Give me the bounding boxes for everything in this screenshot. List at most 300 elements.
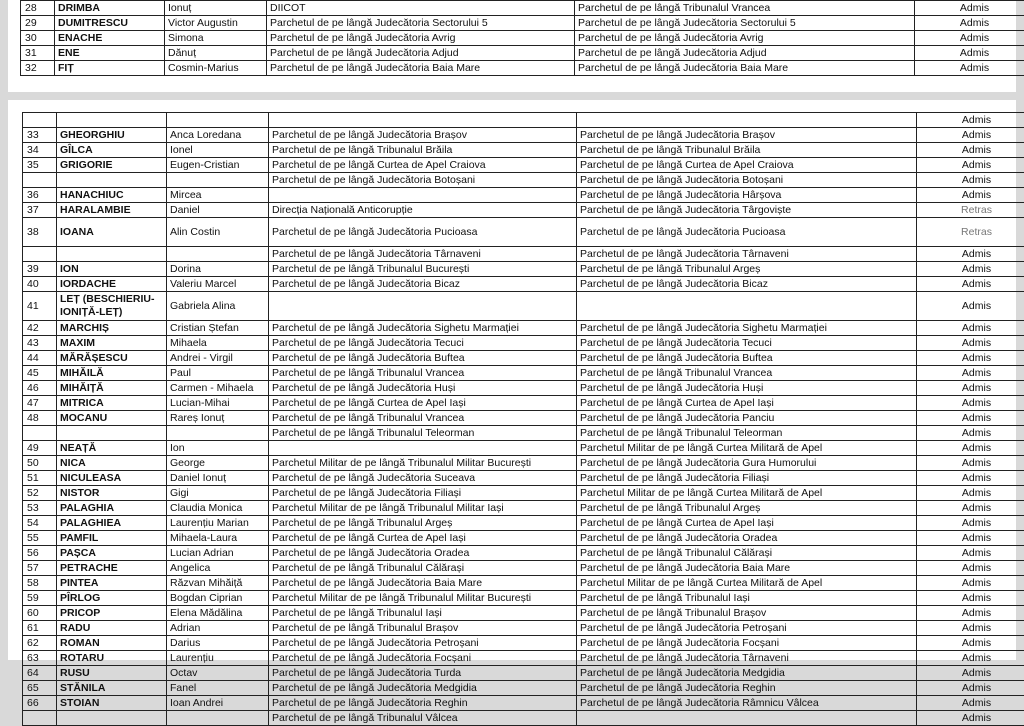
result-cell: Admis	[917, 561, 1024, 576]
row-number-cell: 52	[23, 486, 57, 501]
first-name-cell: Cristian Ștefan	[167, 321, 269, 336]
result-cell: Admis	[917, 411, 1024, 426]
row-number-cell: 35	[23, 158, 57, 173]
first-name-cell	[167, 173, 269, 188]
requested-unit-cell: Parchetul Militar de pe lângă Curtea Militară de Apel	[577, 441, 917, 456]
current-unit-cell: Parchetul de pe lângă Judecătoria Filiași	[269, 486, 577, 501]
requested-unit-cell: Parchetul de pe lângă Judecătoria Oradea	[577, 531, 917, 546]
result-cell: Admis	[917, 591, 1024, 606]
surname-cell: PINTEA	[57, 576, 167, 591]
result-cell: Retras	[917, 218, 1024, 247]
surname-cell: GÎLCA	[57, 143, 167, 158]
first-name-cell: Rareș Ionuț	[167, 411, 269, 426]
current-unit-cell: Parchetul de pe lângă Tribunalul Brașov	[269, 621, 577, 636]
table-row	[23, 128, 1024, 143]
requested-unit-cell: Parchetul de pe lângă Judecătoria Baia Mare	[575, 61, 915, 76]
row-number-cell: 51	[23, 471, 57, 486]
first-name-cell: Darius	[167, 636, 269, 651]
table-row	[21, 31, 1024, 46]
table-row	[23, 546, 1024, 561]
first-name-cell: Mircea	[167, 188, 269, 203]
row-number-cell: 34	[23, 143, 57, 158]
table-row	[23, 621, 1024, 636]
table-row	[23, 501, 1024, 516]
surname-cell: PRICOP	[57, 606, 167, 621]
current-unit-cell: Parchetul de pe lângă Tribunalul Vrancea	[269, 366, 577, 381]
first-name-cell: Cosmin-Marius	[165, 61, 267, 76]
first-name-cell: Laurențiu	[167, 651, 269, 666]
result-cell: Admis	[917, 247, 1024, 262]
table-row	[23, 441, 1024, 456]
first-name-cell: Ioan Andrei	[167, 696, 269, 711]
table-row	[23, 681, 1024, 696]
result-cell: Admis	[917, 651, 1024, 666]
current-unit-cell: Parchetul de pe lângă Tribunalul București	[269, 262, 577, 277]
first-name-cell	[167, 711, 269, 726]
current-unit-cell: Parchetul de pe lângă Judecătoria Suceava	[269, 471, 577, 486]
current-unit-cell: Parchetul de pe lângă Judecătoria Pucioasa	[269, 218, 577, 247]
row-number-cell: 48	[23, 411, 57, 426]
current-unit-cell	[269, 113, 577, 128]
first-name-cell: Victor Augustin	[165, 16, 267, 31]
requested-unit-cell: Parchetul de pe lângă Judecătoria Filiași	[577, 471, 917, 486]
table-row	[23, 321, 1024, 336]
result-cell: Admis	[917, 516, 1024, 531]
surname-cell: RADU	[57, 621, 167, 636]
requested-unit-cell	[577, 292, 917, 321]
current-unit-cell: Parchetul de pe lângă Judecătoria Buftea	[269, 351, 577, 366]
current-unit-cell: Parchetul de pe lângă Curtea de Apel Iași	[269, 531, 577, 546]
row-number-cell: 29	[21, 16, 55, 31]
surname-cell	[57, 173, 167, 188]
current-unit-cell: Direcția Națională Anticorupție	[269, 203, 577, 218]
requested-unit-cell: Parchetul de pe lângă Curtea de Apel Craiova	[577, 158, 917, 173]
requested-unit-cell: Parchetul de pe lângă Judecătoria Târnaveni	[577, 247, 917, 262]
row-number-cell: 30	[21, 31, 55, 46]
current-unit-cell: Parchetul Militar de pe lângă Tribunalul Militar București	[269, 456, 577, 471]
result-cell: Admis	[917, 381, 1024, 396]
current-unit-cell: Parchetul de pe lângă Judecătoria Adjud	[267, 46, 575, 61]
row-number-cell: 54	[23, 516, 57, 531]
first-name-cell: Fanel	[167, 681, 269, 696]
surname-cell: MĂRĂȘESCU	[57, 351, 167, 366]
first-name-cell: Octav	[167, 666, 269, 681]
first-name-cell: Ionel	[167, 143, 269, 158]
row-number-cell: 40	[23, 277, 57, 292]
result-cell: Admis	[915, 61, 1024, 76]
requested-unit-cell: Parchetul de pe lângă Judecătoria Avrig	[575, 31, 915, 46]
surname-cell: DUMITRESCU	[55, 16, 165, 31]
current-unit-cell: Parchetul de pe lângă Judecătoria Sectorului 5	[267, 16, 575, 31]
row-number-cell: 47	[23, 396, 57, 411]
table-row	[23, 158, 1024, 173]
surname-cell: IORDACHE	[57, 277, 167, 292]
surname-cell: ENE	[55, 46, 165, 61]
table-row	[23, 411, 1024, 426]
current-unit-cell	[269, 188, 577, 203]
row-number-cell	[23, 426, 57, 441]
surname-cell: STOIAN	[57, 696, 167, 711]
result-cell: Admis	[917, 396, 1024, 411]
surname-cell: PÎRLOG	[57, 591, 167, 606]
row-number-cell: 44	[23, 351, 57, 366]
surname-cell: NICA	[57, 456, 167, 471]
results-table-page-1	[20, 0, 1024, 76]
row-number-cell: 33	[23, 128, 57, 143]
row-number-cell: 61	[23, 621, 57, 636]
result-cell: Admis	[917, 636, 1024, 651]
surname-cell: HANACHIUC	[57, 188, 167, 203]
current-unit-cell: Parchetul de pe lângă Tribunalul Vrancea	[269, 411, 577, 426]
first-name-cell	[167, 247, 269, 262]
first-name-cell: Gigi	[167, 486, 269, 501]
surname-cell: ENACHE	[55, 31, 165, 46]
table-row	[23, 561, 1024, 576]
result-cell: Admis	[917, 188, 1024, 203]
requested-unit-cell: Parchetul Militar de pe lângă Curtea Militară de Apel	[577, 576, 917, 591]
row-number-cell: 41	[23, 292, 57, 321]
requested-unit-cell: Parchetul de pe lângă Judecătoria Baia Mare	[577, 561, 917, 576]
current-unit-cell: Parchetul de pe lângă Judecătoria Baia Mare	[269, 576, 577, 591]
row-number-cell: 66	[23, 696, 57, 711]
requested-unit-cell: Parchetul de pe lângă Curtea de Apel Iași	[577, 516, 917, 531]
surname-cell: RUSU	[57, 666, 167, 681]
requested-unit-cell: Parchetul de pe lângă Judecătoria Buftea	[577, 351, 917, 366]
result-cell: Admis	[917, 292, 1024, 321]
surname-cell	[57, 247, 167, 262]
surname-cell: NISTOR	[57, 486, 167, 501]
requested-unit-cell: Parchetul de pe lângă Tribunalul Iași	[577, 591, 917, 606]
row-number-cell: 53	[23, 501, 57, 516]
row-number-cell: 59	[23, 591, 57, 606]
surname-cell: LEȚ (BESCHIERIU-IONIȚĂ-LEȚ)	[57, 292, 167, 321]
current-unit-cell: Parchetul de pe lângă Tribunalul Iași	[269, 606, 577, 621]
table-row	[23, 591, 1024, 606]
requested-unit-cell: Parchetul de pe lângă Judecătoria Sectorului 5	[575, 16, 915, 31]
table-row	[23, 366, 1024, 381]
result-cell: Admis	[917, 696, 1024, 711]
table-row	[21, 1, 1024, 16]
first-name-cell: Mihaela-Laura	[167, 531, 269, 546]
table-row	[23, 516, 1024, 531]
first-name-cell: Adrian	[167, 621, 269, 636]
current-unit-cell: Parchetul de pe lângă Tribunalul Argeș	[269, 516, 577, 531]
requested-unit-cell: Parchetul de pe lângă Judecătoria Târgoviște	[577, 203, 917, 218]
table-row	[23, 576, 1024, 591]
requested-unit-cell: Parchetul de pe lângă Judecătoria Reghin	[577, 681, 917, 696]
first-name-cell: Mihaela	[167, 336, 269, 351]
current-unit-cell: Parchetul de pe lângă Judecătoria Baia Mare	[267, 61, 575, 76]
requested-unit-cell: Parchetul de pe lângă Judecătoria Tecuci	[577, 336, 917, 351]
results-table-page-2	[22, 112, 1024, 726]
table-row	[23, 471, 1024, 486]
row-number-cell: 31	[21, 46, 55, 61]
document-page-1	[8, 0, 1016, 92]
result-cell: Admis	[917, 262, 1024, 277]
result-cell: Admis	[917, 546, 1024, 561]
table-row	[23, 606, 1024, 621]
row-number-cell: 57	[23, 561, 57, 576]
result-cell: Admis	[917, 531, 1024, 546]
requested-unit-cell: Parchetul de pe lângă Judecătoria Panciu	[577, 411, 917, 426]
surname-cell: MIHĂILĂ	[57, 366, 167, 381]
table-row	[23, 218, 1024, 247]
table-row	[23, 456, 1024, 471]
surname-cell: MARCHIȘ	[57, 321, 167, 336]
first-name-cell: Alin Costin	[167, 218, 269, 247]
result-cell: Admis	[917, 501, 1024, 516]
result-cell: Admis	[917, 471, 1024, 486]
surname-cell: ROTARU	[57, 651, 167, 666]
current-unit-cell: Parchetul de pe lângă Judecătoria Avrig	[267, 31, 575, 46]
surname-cell	[57, 113, 167, 128]
first-name-cell: Simona	[165, 31, 267, 46]
requested-unit-cell: Parchetul de pe lângă Judecătoria Botoșani	[577, 173, 917, 188]
requested-unit-cell: Parchetul de pe lângă Judecătoria Focșani	[577, 636, 917, 651]
row-number-cell: 38	[23, 218, 57, 247]
current-unit-cell: Parchetul de pe lângă Judecătoria Botoșani	[269, 173, 577, 188]
first-name-cell: Elena Mădălina	[167, 606, 269, 621]
requested-unit-cell: Parchetul de pe lângă Judecătoria Bicaz	[577, 277, 917, 292]
table-row	[23, 143, 1024, 158]
surname-cell: FIȚ	[55, 61, 165, 76]
result-cell: Admis	[917, 366, 1024, 381]
result-cell: Admis	[915, 31, 1024, 46]
table-row	[23, 336, 1024, 351]
row-number-cell: 42	[23, 321, 57, 336]
row-number-cell: 36	[23, 188, 57, 203]
table-row	[23, 381, 1024, 396]
row-number-cell	[23, 711, 57, 726]
first-name-cell: Andrei - Virgil	[167, 351, 269, 366]
first-name-cell: Daniel	[167, 203, 269, 218]
requested-unit-cell: Parchetul de pe lângă Tribunalul Călărași	[577, 546, 917, 561]
result-cell: Retras	[917, 203, 1024, 218]
result-cell: Admis	[917, 456, 1024, 471]
requested-unit-cell: Parchetul de pe lângă Tribunalul Argeș	[577, 262, 917, 277]
result-cell: Admis	[917, 158, 1024, 173]
table-row	[23, 203, 1024, 218]
current-unit-cell: Parchetul de pe lângă Judecătoria Oradea	[269, 546, 577, 561]
requested-unit-cell: Parchetul de pe lângă Judecătoria Brașov	[577, 128, 917, 143]
table-row	[23, 696, 1024, 711]
row-number-cell: 37	[23, 203, 57, 218]
row-number-cell: 58	[23, 576, 57, 591]
first-name-cell: Paul	[167, 366, 269, 381]
first-name-cell: Ion	[167, 441, 269, 456]
current-unit-cell	[269, 292, 577, 321]
result-cell: Admis	[917, 606, 1024, 621]
first-name-cell	[167, 426, 269, 441]
current-unit-cell: Parchetul de pe lângă Judecătoria Sighetu Marmației	[269, 321, 577, 336]
row-number-cell: 32	[21, 61, 55, 76]
requested-unit-cell: Parchetul de pe lângă Judecătoria Hârșova	[577, 188, 917, 203]
requested-unit-cell: Parchetul de pe lângă Judecătoria Târnaveni	[577, 651, 917, 666]
requested-unit-cell: Parchetul de pe lângă Tribunalul Vrancea	[575, 1, 915, 16]
result-cell: Admis	[917, 576, 1024, 591]
table-row	[23, 247, 1024, 262]
table-row	[21, 46, 1024, 61]
surname-cell: GHEORGHIU	[57, 128, 167, 143]
result-cell: Admis	[917, 173, 1024, 188]
current-unit-cell: Parchetul de pe lângă Judecătoria Bicaz	[269, 277, 577, 292]
current-unit-cell	[269, 441, 577, 456]
surname-cell	[57, 711, 167, 726]
table-row	[23, 636, 1024, 651]
requested-unit-cell	[577, 113, 917, 128]
current-unit-cell: Parchetul de pe lângă Tribunalul Vâlcea	[269, 711, 577, 726]
surname-cell: NICULEASA	[57, 471, 167, 486]
first-name-cell: Gabriela Alina	[167, 292, 269, 321]
current-unit-cell: Parchetul de pe lângă Judecătoria Petroșani	[269, 636, 577, 651]
current-unit-cell: Parchetul de pe lângă Judecătoria Reghin	[269, 696, 577, 711]
table-row	[23, 277, 1024, 292]
first-name-cell: Valeriu Marcel	[167, 277, 269, 292]
row-number-cell: 55	[23, 531, 57, 546]
surname-cell: PALAGHIA	[57, 501, 167, 516]
result-cell: Admis	[917, 113, 1024, 128]
table-row	[23, 396, 1024, 411]
surname-cell: PETRACHE	[57, 561, 167, 576]
document-page-2	[8, 100, 1016, 660]
surname-cell: PALAGHIEA	[57, 516, 167, 531]
result-cell: Admis	[917, 681, 1024, 696]
requested-unit-cell: Parchetul de pe lângă Tribunalul Brăila	[577, 143, 917, 158]
result-cell: Admis	[917, 336, 1024, 351]
table-row	[23, 486, 1024, 501]
current-unit-cell: DIICOT	[267, 1, 575, 16]
row-number-cell: 43	[23, 336, 57, 351]
first-name-cell: George	[167, 456, 269, 471]
first-name-cell: Dorina	[167, 262, 269, 277]
requested-unit-cell: Parchetul de pe lângă Judecătoria Adjud	[575, 46, 915, 61]
first-name-cell: Dănuț	[165, 46, 267, 61]
surname-cell: MIHĂIȚĂ	[57, 381, 167, 396]
surname-cell: DRIMBA	[55, 1, 165, 16]
first-name-cell: Daniel Ionuț	[167, 471, 269, 486]
surname-cell: PAȘCA	[57, 546, 167, 561]
first-name-cell: Ionuț	[165, 1, 267, 16]
row-number-cell: 65	[23, 681, 57, 696]
current-unit-cell: Parchetul de pe lângă Judecătoria Brașov	[269, 128, 577, 143]
current-unit-cell: Parchetul de pe lângă Judecătoria Focșani	[269, 651, 577, 666]
table-row	[23, 188, 1024, 203]
row-number-cell: 45	[23, 366, 57, 381]
first-name-cell: Claudia Monica	[167, 501, 269, 516]
surname-cell: MOCANU	[57, 411, 167, 426]
surname-cell: IOANA	[57, 218, 167, 247]
result-cell: Admis	[917, 321, 1024, 336]
requested-unit-cell: Parchetul de pe lângă Tribunalul Vrancea	[577, 366, 917, 381]
row-number-cell: 50	[23, 456, 57, 471]
table-row	[23, 292, 1024, 321]
current-unit-cell: Parchetul de pe lângă Judecătoria Huși	[269, 381, 577, 396]
result-cell: Admis	[917, 277, 1024, 292]
row-number-cell: 60	[23, 606, 57, 621]
row-number-cell: 46	[23, 381, 57, 396]
result-cell: Admis	[917, 351, 1024, 366]
requested-unit-cell: Parchetul de pe lângă Curtea de Apel Iași	[577, 396, 917, 411]
current-unit-cell: Parchetul de pe lângă Judecătoria Turda	[269, 666, 577, 681]
requested-unit-cell: Parchetul de pe lângă Tribunalul Argeș	[577, 501, 917, 516]
first-name-cell: Angelica	[167, 561, 269, 576]
current-unit-cell: Parchetul de pe lângă Curtea de Apel Iași	[269, 396, 577, 411]
surname-cell: MITRICA	[57, 396, 167, 411]
result-cell: Admis	[917, 143, 1024, 158]
table-row	[23, 711, 1024, 726]
first-name-cell: Carmen - Mihaela	[167, 381, 269, 396]
table-row	[23, 351, 1024, 366]
row-number-cell	[23, 247, 57, 262]
surname-cell: ROMAN	[57, 636, 167, 651]
surname-cell: GRIGORIE	[57, 158, 167, 173]
requested-unit-cell: Parchetul de pe lângă Judecătoria Sighetu Marmației	[577, 321, 917, 336]
requested-unit-cell: Parchetul de pe lângă Judecătoria Gura Humorului	[577, 456, 917, 471]
current-unit-cell: Parchetul de pe lângă Tribunalul Călărași	[269, 561, 577, 576]
surname-cell	[57, 426, 167, 441]
first-name-cell: Lucian Adrian	[167, 546, 269, 561]
current-unit-cell: Parchetul de pe lângă Tribunalul Brăila	[269, 143, 577, 158]
current-unit-cell: Parchetul de pe lângă Judecătoria Târnaveni	[269, 247, 577, 262]
row-number-cell: 56	[23, 546, 57, 561]
first-name-cell: Lucian-Mihai	[167, 396, 269, 411]
current-unit-cell: Parchetul de pe lângă Curtea de Apel Craiova	[269, 158, 577, 173]
row-number-cell	[23, 173, 57, 188]
result-cell: Admis	[917, 711, 1024, 726]
row-number-cell: 62	[23, 636, 57, 651]
table-row	[23, 666, 1024, 681]
requested-unit-cell: Parchetul de pe lângă Judecătoria Huși	[577, 381, 917, 396]
surname-cell: PAMFIL	[57, 531, 167, 546]
result-cell: Admis	[917, 621, 1024, 636]
table-row	[21, 61, 1024, 76]
result-cell: Admis	[917, 666, 1024, 681]
result-cell: Admis	[915, 16, 1024, 31]
surname-cell: STĂNILA	[57, 681, 167, 696]
row-number-cell: 64	[23, 666, 57, 681]
row-number-cell: 63	[23, 651, 57, 666]
table-row	[23, 531, 1024, 546]
requested-unit-cell: Parchetul de pe lângă Judecătoria Petroșani	[577, 621, 917, 636]
requested-unit-cell: Parchetul de pe lângă Tribunalul Teleorman	[577, 426, 917, 441]
first-name-cell: Anca Loredana	[167, 128, 269, 143]
row-number-cell: 39	[23, 262, 57, 277]
table-row	[23, 113, 1024, 128]
result-cell: Admis	[917, 441, 1024, 456]
table-row	[21, 16, 1024, 31]
row-number-cell: 28	[21, 1, 55, 16]
row-number-cell: 49	[23, 441, 57, 456]
table-row	[23, 173, 1024, 188]
surname-cell: NEAȚĂ	[57, 441, 167, 456]
first-name-cell	[167, 113, 269, 128]
surname-cell: HARALAMBIE	[57, 203, 167, 218]
requested-unit-cell: Parchetul de pe lângă Judecătoria Medgidia	[577, 666, 917, 681]
result-cell: Admis	[917, 128, 1024, 143]
surname-cell: ION	[57, 262, 167, 277]
requested-unit-cell: Parchetul de pe lângă Judecătoria Pucioasa	[577, 218, 917, 247]
first-name-cell: Laurențiu Marian	[167, 516, 269, 531]
current-unit-cell: Parchetul Militar de pe lângă Tribunalul Militar București	[269, 591, 577, 606]
first-name-cell: Răzvan Mihăiță	[167, 576, 269, 591]
requested-unit-cell: Parchetul Militar de pe lângă Curtea Militară de Apel	[577, 486, 917, 501]
result-cell: Admis	[917, 426, 1024, 441]
requested-unit-cell	[577, 711, 917, 726]
table-row	[23, 651, 1024, 666]
current-unit-cell: Parchetul Militar de pe lângă Tribunalul Militar Iași	[269, 501, 577, 516]
current-unit-cell: Parchetul de pe lângă Tribunalul Teleorman	[269, 426, 577, 441]
requested-unit-cell: Parchetul de pe lângă Tribunalul Brașov	[577, 606, 917, 621]
